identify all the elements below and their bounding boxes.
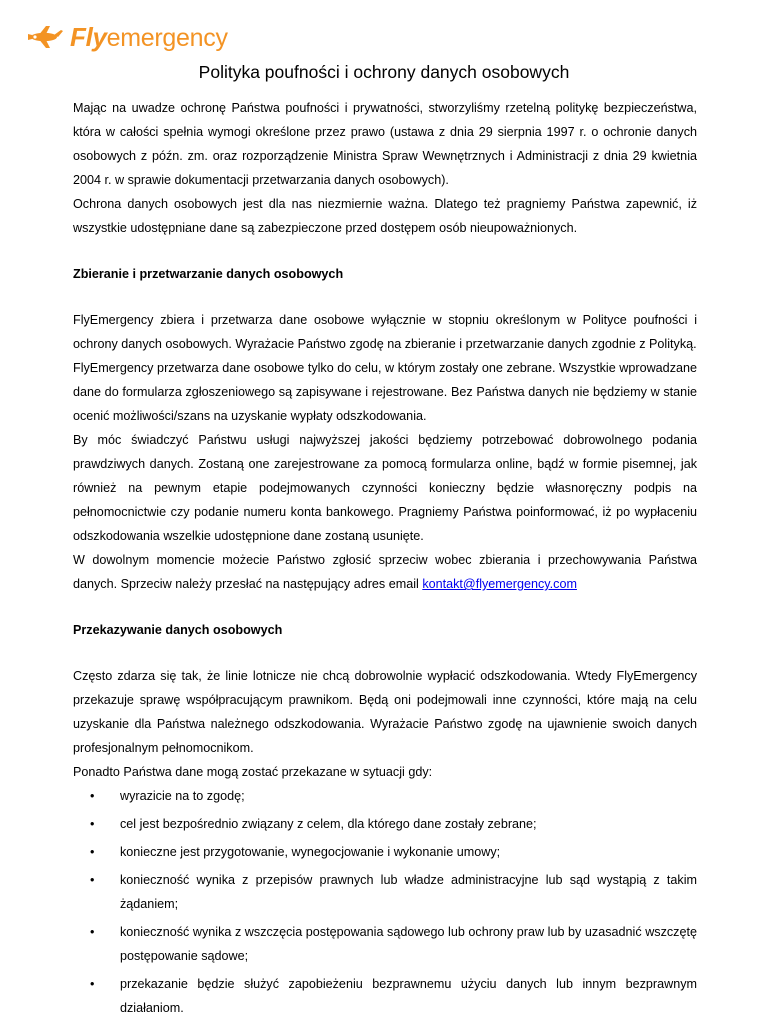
bullet-marker: • [90,925,95,939]
section1-paragraph: By móc świadczyć Państwu usługi najwyższej jakości będziemy potrzebować dobrowolnego podania prawdziwych danych. Zostaną one zarejestrowane za pomocą formularza online, bądź w formie pisemnej, jak również na pewnym etapie podejmowanych czynności konieczny będzie własnoręczny podpis na pełnomocnictwie czy podanie numeru konta bankowego. Pragniemy Państwa poinformować, iż po wypłaceniu odszkodowania wszelkie udostępnione dane zostaną usunięte. [73,433,697,543]
list-item-text: cel jest bezpośrednio związany z celem, dla którego dane zostały zebrane; [120,817,537,831]
section-heading-collection: Zbieranie i przetwarzanie danych osobowych [73,267,344,281]
objection-text: W dowolnym momencie możecie Państwo zgłosić sprzeciw wobec zbierania i przechowywania Państwa danych. Sprzeciw należy przesłać na następujący adres email [73,553,697,591]
contact-email-link[interactable]: kontakt@flyemergency.com [422,577,577,591]
logo-emergency-text: emergency [106,23,228,52]
list-item [73,784,697,808]
section1-last-paragraph [73,548,697,596]
list-item [73,868,697,916]
list-item [73,920,697,968]
transfer-conditions-list [73,784,697,1020]
list-item [73,972,697,1020]
intro-paragraph: Ochrona danych osobowych jest dla nas niezmiernie ważna. Dlatego też pragniemy Państwa zapewnić, iż wszystkie udostępniane dane są zabezpieczone przed dostępem osób nieupoważnionych. [73,197,697,235]
document-body [73,96,697,1024]
list-item-text: wyrazicie na to zgodę; [120,789,245,803]
bullet-marker: • [90,845,95,859]
brand-logo [24,22,228,52]
section2-paragraph: Często zdarza się tak, że linie lotnicze nie chcą dobrowolnie wypłacić odszkodowania. Wtedy FlyEmergency przekazuje sprawę współpracującym prawnikom. Będą oni podejmowali inne czynności, które mają na celu uzyskanie dla Państwa należnego odszkodowania. Wyrażacie Państwo zgodę na ujawnienie swoich danych profesjonalnym pełnomocnikom. [73,669,697,755]
logo-wordmark [70,22,228,53]
section2-paragraph: Ponadto Państwa dane mogą zostać przekazane w sytuacji gdy: [73,765,433,779]
list-item-text: przekazanie będzie służyć zapobieżeniu bezprawnemu użyciu danych lub innym bezprawnym działaniom. [120,977,697,1015]
section1-paragraph: FlyEmergency przetwarza dane osobowe tylko do celu, w którym zostały one zebrane. Wszystkie wprowadzane dane do formularza zgłoszeniowego są zapisywane i rejestrowane. Bez Państwa danych nie będziemy w stanie ocenić możliwości/szans na uzyskanie wypłaty odszkodowania. [73,361,697,423]
bullet-marker: • [90,789,95,803]
list-item-text: konieczność wynika z wszczęcia postępowania sądowego lub ochrony praw lub by uzasadnić wszczętę postępowanie sądowe; [120,925,697,963]
section1-paragraph: FlyEmergency zbiera i przetwarza dane osobowe wyłącznie w stopniu określonym w Polityce poufności i ochrony danych osobowych. Wyrażacie Państwo zgodę na zbieranie i przetwarzanie danych zgodnie z Polityką. [73,313,697,351]
bullet-marker: • [90,977,95,991]
logo-fly-text: Fly [70,21,107,52]
list-item-text: konieczność wynika z przepisów prawnych lub władze administracyjne lub sąd wystąpią z takim żądaniem; [120,873,697,911]
airplane-icon [24,24,64,50]
intro-paragraph: Mając na uwadze ochronę Państwa poufności i prywatności, stworzyliśmy rzetelną politykę bezpieczeństwa, która w całości spełnia wymogi określone przez prawo (ustawa z dnia 29 sierpnia 1997 r. o ochronie danych osobowych z późn. zm. oraz rozporządzenie Ministra Spraw Wewnętrznych i Administracji z dnia 29 kwietnia 2004 r. w sprawie dokumentacji przetwarzania danych osobowych). [73,101,697,187]
list-item-text: konieczne jest przygotowanie, wynegocjowanie i wykonanie umowy; [120,845,501,859]
list-item [73,812,697,836]
section-heading-transfer: Przekazywanie danych osobowych [73,623,283,637]
list-item [73,840,697,864]
page-title: Polityka poufności i ochrony danych osobowych [198,62,570,82]
bullet-marker: • [90,873,95,887]
bullet-marker: • [90,817,95,831]
